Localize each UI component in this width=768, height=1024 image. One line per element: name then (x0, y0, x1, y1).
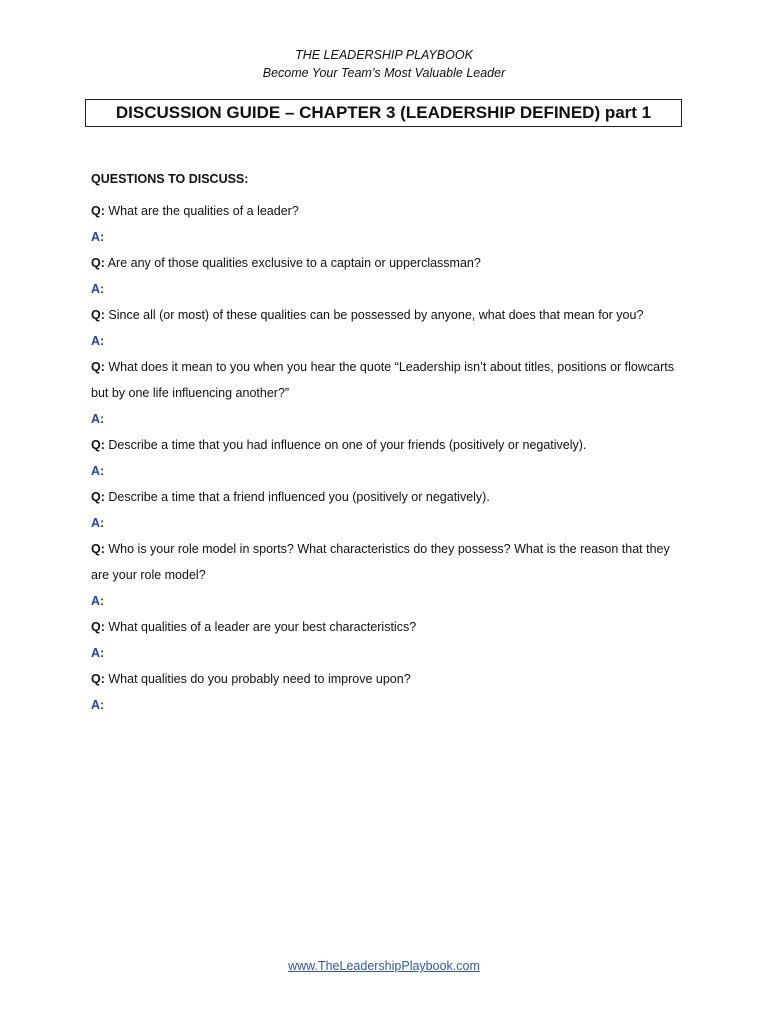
question (91, 198, 681, 224)
question-label: Q: (91, 360, 105, 374)
qa-list (91, 198, 681, 718)
question-label: Q: (91, 256, 105, 270)
book-subtitle: Become Your Team’s Most Valuable Leader (262, 66, 506, 80)
questions-section (91, 170, 681, 718)
document-header (0, 46, 768, 82)
answer-label: A: (91, 698, 105, 712)
question-text: Who is your role model in sports? What characteristics do they possess? What is the reason that they are your role model? (91, 542, 670, 582)
answer-label: A: (91, 334, 105, 348)
qa-item (91, 250, 681, 302)
question-text: What qualities do you probably need to improve upon? (108, 672, 411, 686)
answer-label: A: (91, 594, 105, 608)
guide-title-box (85, 99, 682, 127)
section-title: QUESTIONS TO DISCUSS: (91, 172, 249, 186)
question (91, 614, 681, 640)
question (91, 354, 681, 406)
question-label: Q: (91, 438, 105, 452)
qa-item (91, 484, 681, 536)
website-link[interactable]: www.TheLeadershipPlaybook.com (288, 959, 480, 973)
question-text: Describe a time that you had influence on one of your friends (positively or negatively). (108, 438, 587, 452)
question-label: Q: (91, 620, 105, 634)
qa-item (91, 614, 681, 666)
book-title: THE LEADERSHIP PLAYBOOK (295, 48, 473, 62)
answer-label: A: (91, 282, 105, 296)
answer-label: A: (91, 230, 105, 244)
question-text: Since all (or most) of these qualities can be possessed by anyone, what does that mean for you? (108, 308, 644, 322)
answer-label: A: (91, 412, 105, 426)
question-label: Q: (91, 490, 105, 504)
question-label: Q: (91, 308, 105, 322)
qa-item (91, 198, 681, 250)
qa-item (91, 536, 681, 614)
question (91, 666, 681, 692)
question-text: What qualities of a leader are your best characteristics? (108, 620, 417, 634)
answer-label: A: (91, 646, 105, 660)
qa-item (91, 432, 681, 484)
question-label: Q: (91, 204, 105, 218)
answer-label: A: (91, 464, 105, 478)
guide-title: DISCUSSION GUIDE – CHAPTER 3 (LEADERSHIP DEFINED) part 1 (115, 103, 652, 122)
question (91, 432, 681, 458)
question (91, 484, 681, 510)
answer-label: A: (91, 516, 105, 530)
question-text: What does it mean to you when you hear the quote “Leadership isn’t about titles, positions or flowcarts but by one life influencing another?” (91, 360, 674, 400)
qa-item (91, 354, 681, 432)
question (91, 302, 681, 328)
question (91, 536, 681, 588)
document-footer (0, 959, 768, 973)
question-label: Q: (91, 672, 105, 686)
question-text: What are the qualities of a leader? (108, 204, 299, 218)
question (91, 250, 681, 276)
question-text: Describe a time that a friend influenced you (positively or negatively). (108, 490, 490, 504)
question-text: Are any of those qualities exclusive to a captain or upperclassman? (107, 256, 481, 270)
qa-item (91, 302, 681, 354)
question-label: Q: (91, 542, 105, 556)
qa-item (91, 666, 681, 718)
